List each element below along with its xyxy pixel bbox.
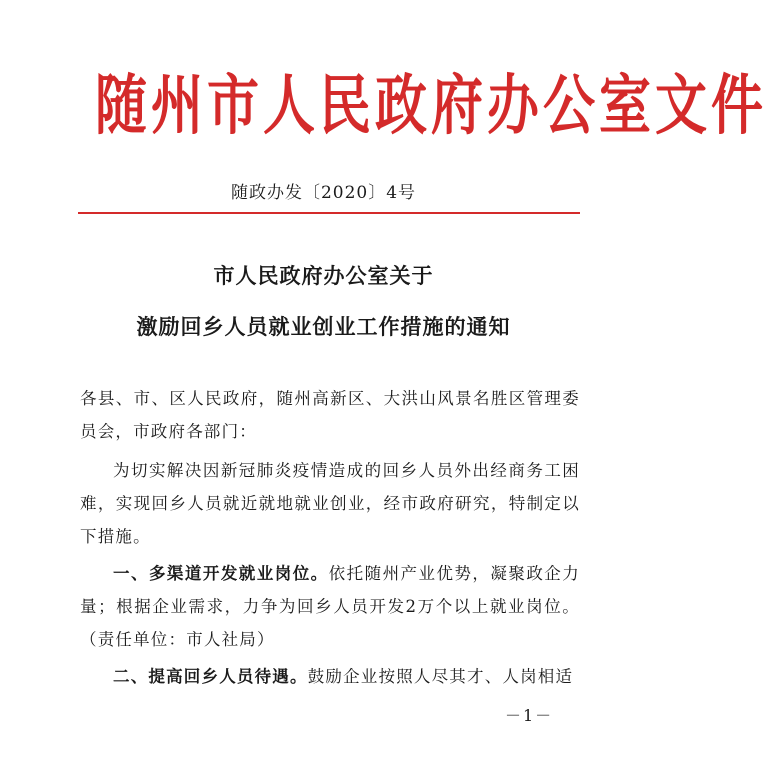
item-1-text: 依托随州产业优势，凝聚政企力量；根据企业需求，力争为回乡人员开发2万个以上就业岗位。（责任单位：市人社局） — [80, 564, 580, 649]
item-1-heading: 一、多渠道开发就业岗位。 — [113, 564, 329, 583]
recipients-paragraph: 各县、市、区人民政府，随州高新区、大洪山风景名胜区管理委员会，市政府各部门： — [80, 389, 580, 441]
item-2-text: 鼓励企业按照人尽其才、人岗相适 — [307, 667, 574, 686]
header-divider — [78, 212, 580, 214]
item-1-paragraph — [80, 557, 580, 656]
intro-paragraph: 为切实解决因新冠肺炎疫情造成的回乡人员外出经商务工困难，实现回乡人员就近就地就业创业，经市政府研究，特制定以下措施。 — [80, 461, 580, 546]
page-number: －1－ — [505, 706, 554, 725]
notice-title-line1: 市人民政府办公室关于 — [213, 263, 434, 288]
item-2-paragraph — [80, 660, 580, 693]
document-number: 随政办发〔2020〕4号 — [230, 183, 417, 203]
notice-title-line2: 激励回乡人员就业创业工作措施的通知 — [136, 314, 511, 339]
item-2-heading: 二、提高回乡人员待遇。 — [113, 667, 308, 686]
document-header-title: 随州市人民政府办公室文件 — [95, 67, 767, 144]
